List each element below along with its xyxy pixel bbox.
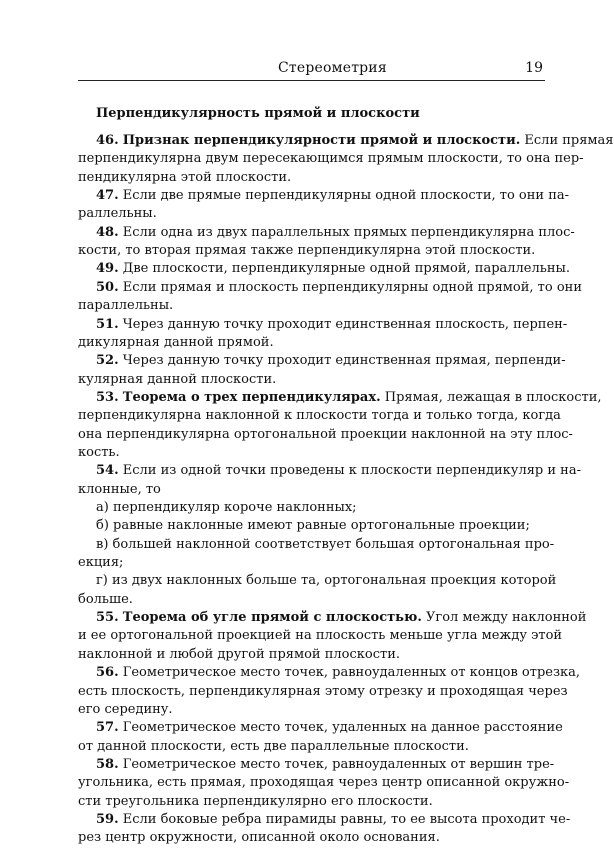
line-text: Через данную точку проходит единственная плоскость, перпен-	[118, 316, 568, 332]
item-number: 51.	[96, 316, 119, 332]
theorem-title: Признак перпендикулярности прямой и плоскости.	[122, 133, 521, 148]
item-number: 52.	[96, 353, 119, 369]
line-text: наклонной и любой другой прямой плоскости.	[78, 646, 400, 662]
line-text: больше.	[78, 591, 133, 607]
line-text: Геометрическое место точек, равноудаленных от вершин тре-	[118, 756, 555, 772]
item-number: 58.	[96, 756, 119, 772]
line-text: пендикулярна этой плоскости.	[78, 169, 292, 185]
line-text: кости, то вторая прямая также перпендикулярна этой плоскости.	[78, 243, 536, 259]
text-line	[78, 683, 568, 701]
line-text: б) равные наклонные имеют равные ортогональные проекции;	[96, 518, 530, 534]
text-line	[78, 150, 584, 168]
line-text: а) перпендикуляр короче наклонных;	[96, 500, 357, 515]
item-number: 56.	[96, 665, 119, 681]
item-number: 57.	[96, 720, 119, 736]
line-text: в) большей наклонной соответствует большая ортогональная про-	[96, 536, 555, 552]
page-header	[78, 58, 545, 81]
line-text: Если из одной точки проведены к плоскости перпендикуляр и на-	[118, 463, 581, 479]
theorem-title: Теорема об угле прямой с плоскостью.	[122, 610, 422, 626]
text-line	[78, 371, 545, 389]
line-text: екция;	[78, 555, 124, 571]
text-line	[96, 352, 566, 370]
text-line	[96, 260, 570, 278]
item-number: 50.	[96, 279, 119, 295]
line-text: г) из двух наклонных больше та, ортогональная проекция которой	[96, 573, 557, 589]
text-line	[96, 279, 582, 297]
text-line	[78, 554, 545, 572]
line-text: дикулярная данной прямой.	[78, 334, 274, 350]
text-line	[96, 187, 570, 205]
text-line	[96, 664, 581, 682]
text-line	[96, 517, 545, 535]
theorem-title: Теорема о трех перпендикулярах.	[122, 389, 381, 405]
text-line	[78, 646, 545, 664]
item-number: 49.	[96, 261, 119, 277]
text-line	[96, 756, 555, 774]
text-line	[78, 444, 545, 462]
line-text: Геометрическое место точек, удаленных на данное расстояние	[118, 720, 563, 736]
text-line	[78, 169, 545, 187]
text-line	[96, 499, 545, 517]
item-number: 53.	[96, 389, 119, 405]
line-text: Если боковые ребра пирамиды равны, то ее высота проходит че-	[118, 811, 571, 827]
line-text: клонные, то	[78, 481, 161, 497]
line-text: его середину.	[78, 701, 173, 717]
text-line	[78, 242, 545, 260]
page-number: 19	[525, 60, 543, 76]
text-line	[78, 205, 545, 223]
line-text: Если одна из двух параллельных прямых перпендикулярна плос-	[118, 224, 575, 240]
line-text: Две плоскости, перпендикулярные одной прямой, параллельны.	[118, 261, 570, 277]
item-number: 54.	[96, 463, 119, 479]
item-number: 48.	[96, 224, 119, 240]
text-line	[78, 774, 570, 792]
text-line	[78, 481, 545, 499]
text-line	[96, 462, 581, 480]
line-text: от данной плоскости, есть две параллельные плоскости.	[78, 738, 469, 754]
text-line	[78, 591, 545, 609]
line-text: и ее ортогональной проекцией на плоскость меньше угла между этой	[78, 628, 563, 644]
text-line	[96, 811, 571, 829]
text-line	[96, 609, 587, 627]
line-text: сти треугольника перпендикулярно его плоскости.	[78, 793, 433, 809]
line-text: рез центр окружности, описанной около основания.	[78, 830, 440, 846]
text-line	[96, 316, 568, 334]
text-line	[96, 719, 563, 737]
text-line	[78, 738, 545, 756]
text-line	[96, 536, 555, 554]
running-title: Стереометрия	[278, 60, 387, 76]
line-text: угольника, есть прямая, проходящая через центр описанной окружно-	[78, 775, 570, 791]
line-text: есть плоскость, перпендикулярная этому отрезку и проходящая через	[78, 683, 568, 699]
line-text: параллельны.	[78, 298, 174, 314]
text-line	[96, 389, 602, 407]
text-line	[78, 701, 545, 719]
text-line	[78, 829, 545, 847]
text-line	[78, 407, 561, 425]
line-text: Через данную точку проходит единственная прямая, перпенди-	[118, 353, 566, 369]
text-line	[78, 297, 545, 315]
text-line	[78, 334, 545, 352]
item-number: 46.	[96, 133, 119, 148]
line-text: раллельны.	[78, 206, 157, 222]
line-text: она перпендикулярна ортогональной проекции наклонной на эту плос-	[78, 426, 573, 442]
line-text: Угол между наклонной	[421, 610, 587, 626]
line-text: Если две прямые перпендикулярны одной плоскости, то они па-	[118, 188, 570, 204]
line-text: кулярная данной плоскости.	[78, 371, 277, 387]
line-text: перпендикулярна наклонной к плоскости тогда и только тогда, когда	[78, 408, 561, 424]
line-text: Прямая, лежащая в плоскости,	[380, 389, 602, 405]
item-number: 59.	[96, 811, 119, 827]
line-text: перпендикулярна двум пересекающимся прямым плоскости, то она пер-	[78, 151, 584, 167]
line-text: кость.	[78, 444, 120, 460]
text-line	[78, 426, 573, 444]
line-text: Геометрическое место точек, равноудаленных от концов отрезка,	[118, 665, 581, 681]
line-text: Если прямая	[520, 133, 614, 148]
section-title: Перпендикулярность прямой и плоскости	[96, 106, 420, 121]
line-text: Если прямая и плоскость перпендикулярны одной прямой, то они	[118, 279, 582, 295]
text-line	[96, 572, 557, 590]
text-line	[78, 793, 545, 811]
text-line	[96, 132, 614, 150]
item-number: 55.	[96, 610, 119, 626]
text-line	[78, 627, 563, 645]
item-number: 47.	[96, 188, 119, 204]
text-line	[96, 224, 575, 242]
